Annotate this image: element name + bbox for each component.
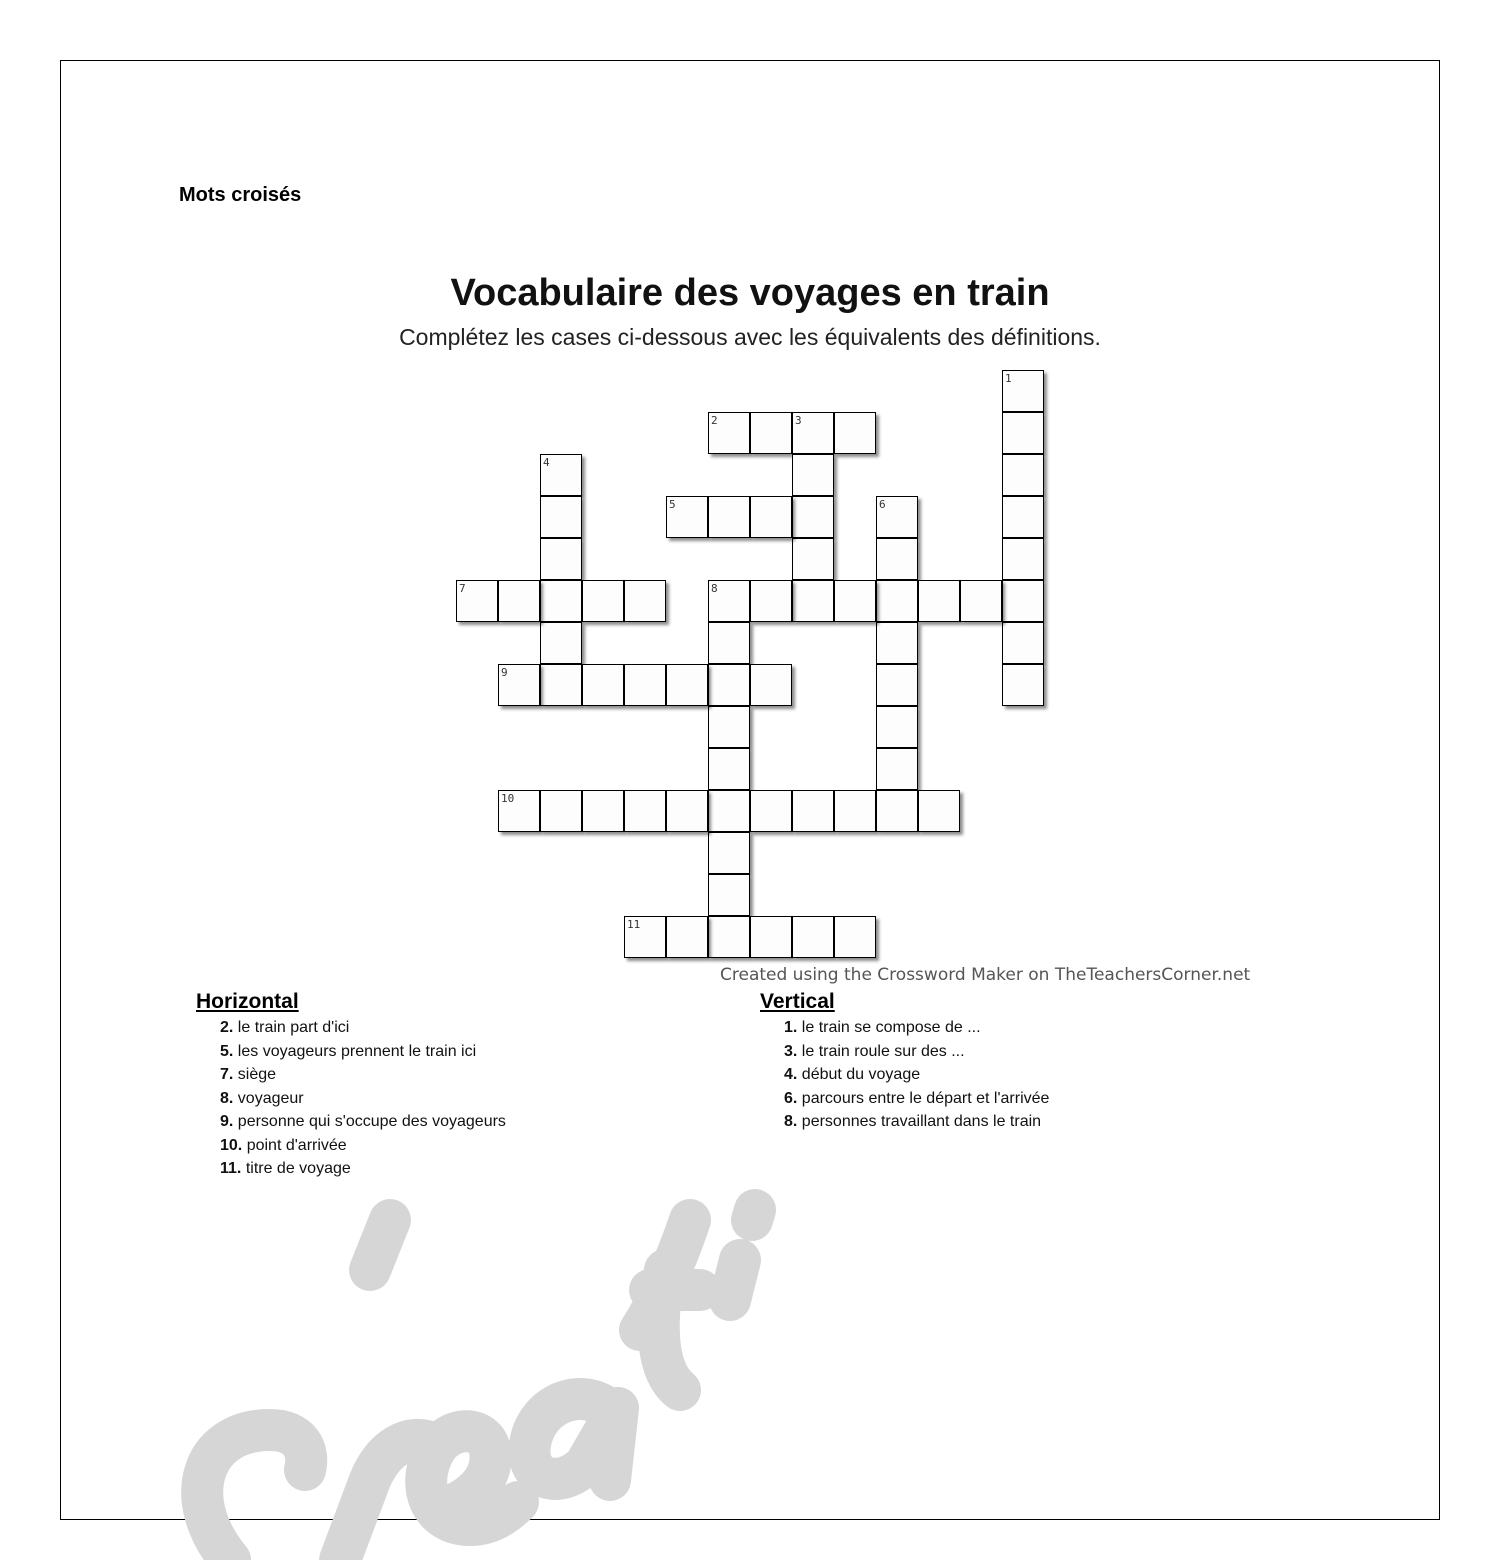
crossword-cell[interactable] <box>624 580 666 622</box>
crossword-cell[interactable] <box>876 622 918 664</box>
clue-number: 2. <box>220 1019 234 1036</box>
crossword-cell[interactable] <box>666 790 708 832</box>
vertical-clue <box>784 1110 1049 1134</box>
clue-text: les voyageurs prennent le train ici <box>237 1042 477 1060</box>
crossword-cell[interactable] <box>498 790 540 832</box>
crossword-cell[interactable] <box>708 706 750 748</box>
clue-number: 3 <box>795 414 802 427</box>
crossword-cell[interactable] <box>708 496 750 538</box>
clue-text: début du voyage <box>801 1066 921 1083</box>
clue-text: parcours entre le départ et l'arrivée <box>801 1089 1050 1107</box>
credit-line: Created using the Crossword Maker on TheTeachersCorner.net <box>720 965 1251 985</box>
vertical-clue <box>784 1040 1049 1064</box>
clue-number: 7 <box>459 582 466 595</box>
clue-number: 2 <box>711 414 718 427</box>
crossword-cell[interactable] <box>624 664 666 706</box>
crossword-cell[interactable] <box>582 580 624 622</box>
crossword-cell[interactable] <box>918 580 960 622</box>
crossword-cell[interactable] <box>1002 454 1044 496</box>
clue-number: 10. <box>220 1136 243 1154</box>
crossword-cell[interactable] <box>498 580 540 622</box>
clue-number: 1. <box>784 1019 798 1036</box>
crossword-cell[interactable] <box>708 874 750 916</box>
crossword-cell[interactable] <box>540 454 582 496</box>
crossword-cell[interactable] <box>624 916 666 958</box>
crossword-cell[interactable] <box>666 664 708 706</box>
clue-number: 8. <box>784 1113 798 1130</box>
crossword-cell[interactable] <box>960 580 1002 622</box>
horizontal-clues <box>196 990 506 1181</box>
crossword-cell[interactable] <box>876 538 918 580</box>
crossword-cell[interactable] <box>792 496 834 538</box>
horizontal-heading: Horizontal <box>196 990 299 1013</box>
clue-text: le train roule sur des ... <box>801 1042 965 1060</box>
crossword-cell[interactable] <box>834 412 876 454</box>
crossword-cell[interactable] <box>540 580 582 622</box>
crossword-cell[interactable] <box>498 664 540 706</box>
crossword-cell[interactable] <box>792 538 834 580</box>
vertical-clue <box>784 1063 1049 1087</box>
clue-text: le train part d'ici <box>237 1019 350 1036</box>
crossword-cell[interactable] <box>1002 664 1044 706</box>
clue-number: 10 <box>501 792 515 805</box>
horizontal-clue <box>220 1040 506 1064</box>
crossword-cell[interactable] <box>708 790 750 832</box>
crossword-cell[interactable] <box>708 580 750 622</box>
clue-number: 9 <box>501 666 508 679</box>
crossword-cell[interactable] <box>708 832 750 874</box>
crossword-cell[interactable] <box>1002 580 1044 622</box>
crossword-cell[interactable] <box>750 580 792 622</box>
crossword-cell[interactable] <box>792 916 834 958</box>
crossword-cell[interactable] <box>708 748 750 790</box>
crossword-cell[interactable] <box>708 412 750 454</box>
crossword-cell[interactable] <box>876 496 918 538</box>
crossword-cell[interactable] <box>750 916 792 958</box>
crossword-cell[interactable] <box>876 580 918 622</box>
clue-number: 9. <box>220 1113 234 1130</box>
crossword-cell[interactable] <box>834 790 876 832</box>
crossword-cell[interactable] <box>750 496 792 538</box>
clue-text: siège <box>237 1066 277 1083</box>
horizontal-clue <box>220 1110 506 1134</box>
crossword-cell[interactable] <box>876 706 918 748</box>
clue-number: 4. <box>784 1066 798 1083</box>
clue-text: titre de voyage <box>245 1160 351 1177</box>
crossword-cell[interactable] <box>582 790 624 832</box>
crossword-cell[interactable] <box>1002 412 1044 454</box>
clue-number: 6 <box>879 498 886 511</box>
clue-text: voyageur <box>237 1089 304 1107</box>
clue-number: 5 <box>669 498 676 511</box>
clue-number: 8 <box>711 582 718 595</box>
crossword-cell[interactable] <box>1002 496 1044 538</box>
clue-number: 7. <box>220 1066 234 1083</box>
crossword-cell[interactable] <box>540 538 582 580</box>
crossword-cell[interactable] <box>540 622 582 664</box>
section-label: Mots croisés <box>179 184 302 206</box>
vertical-heading: Vertical <box>760 990 835 1013</box>
clue-number: 11 <box>627 918 641 931</box>
crossword-cell[interactable] <box>792 790 834 832</box>
vertical-clue <box>784 1087 1049 1111</box>
horizontal-clue <box>220 1157 506 1181</box>
clue-text: personne qui s'occupe des voyageurs <box>237 1113 506 1130</box>
clue-text: le train se compose de ... <box>801 1019 981 1036</box>
vertical-clue <box>784 1016 1049 1040</box>
crossword-cell[interactable] <box>540 664 582 706</box>
crossword-cell[interactable] <box>1002 622 1044 664</box>
vertical-clues <box>760 990 1049 1134</box>
crossword-cell[interactable] <box>1002 370 1044 412</box>
clue-number: 1 <box>1005 372 1012 385</box>
clue-number: 4 <box>543 456 550 469</box>
crossword-cell[interactable] <box>624 790 666 832</box>
crossword-cell[interactable] <box>582 664 624 706</box>
horizontal-clue <box>220 1134 506 1158</box>
crossword-cell[interactable] <box>834 916 876 958</box>
clue-number: 5. <box>220 1042 234 1060</box>
crossword-cell[interactable] <box>792 454 834 496</box>
crossword-cell[interactable] <box>750 790 792 832</box>
crossword-cell[interactable] <box>708 916 750 958</box>
clue-text: point d'arrivée <box>246 1136 347 1154</box>
clue-number: 6. <box>784 1089 798 1107</box>
crossword-cell[interactable] <box>708 664 750 706</box>
crossword-cell[interactable] <box>918 790 960 832</box>
horizontal-clue <box>220 1063 506 1087</box>
clue-text: personnes travaillant dans le train <box>801 1113 1042 1130</box>
crossword-cell[interactable] <box>792 580 834 622</box>
crossword-cell[interactable] <box>708 622 750 664</box>
crossword-cell[interactable] <box>540 790 582 832</box>
watermark-image <box>140 1180 840 1560</box>
crossword-cell[interactable] <box>666 496 708 538</box>
instructions: Complétez les cases ci-dessous avec les équivalents des définitions. <box>399 324 1101 350</box>
horizontal-clue <box>220 1016 506 1040</box>
crossword-cell[interactable] <box>750 664 792 706</box>
clue-number: 8. <box>220 1089 234 1107</box>
page-title: Vocabulaire des voyages en train <box>450 272 1050 314</box>
crossword-cell[interactable] <box>792 412 834 454</box>
horizontal-clue <box>220 1087 506 1111</box>
clue-number: 3. <box>784 1042 798 1060</box>
crossword-cell[interactable] <box>876 664 918 706</box>
crossword-cell[interactable] <box>834 580 876 622</box>
crossword-cell[interactable] <box>540 496 582 538</box>
crossword-cell[interactable] <box>1002 538 1044 580</box>
crossword-cell[interactable] <box>876 790 918 832</box>
crossword-cell[interactable] <box>750 412 792 454</box>
crossword-cell[interactable] <box>666 916 708 958</box>
crossword-cell[interactable] <box>876 748 918 790</box>
crossword-cell[interactable] <box>456 580 498 622</box>
clue-number: 11. <box>220 1160 242 1177</box>
